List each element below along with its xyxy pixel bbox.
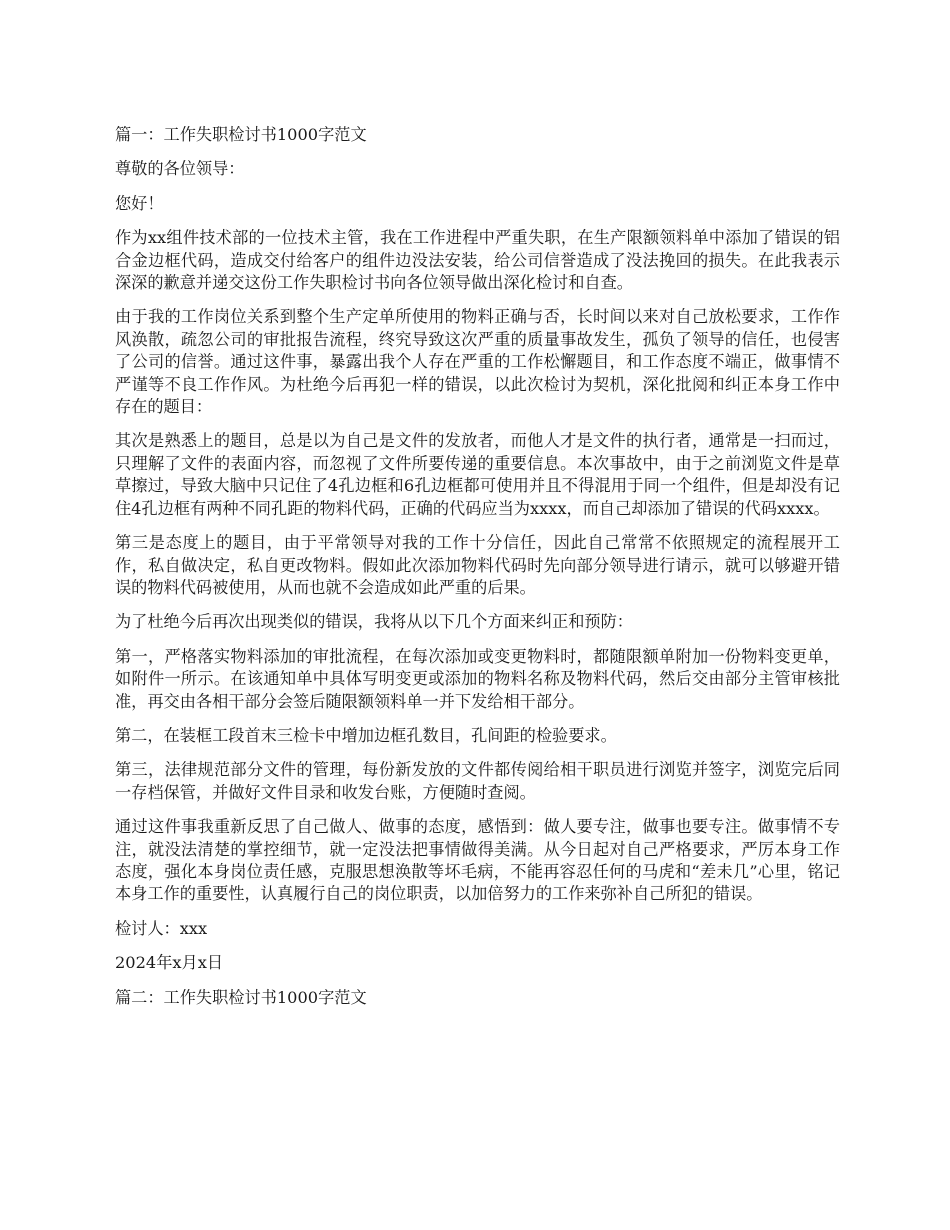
section-title-1: 篇一：工作失职检讨书1000字范文 xyxy=(115,125,367,144)
signature: 检讨人：xxx xyxy=(115,918,208,938)
paragraph-second-issue: 其次是熟悉上的题目，总是以为自己是文件的发放者，而他人才是文件的执行者，通常是一扫而过，只理解了文件的表面内容，而忽视了文件所要传递的重要信息。本次事故中，由于之前浏览文件是草草擦过，导致大脑中只记住了4孔边框和6孔边框都可使用并且不得混用于同一个组件，但是却没有记住4孔边框有两种不同孔距的物料代码，正确的代码应当为xxxx，而自己却添加了错误的代码xxxx。 xyxy=(115,431,840,518)
paragraph-measure-1: 第一，严格落实物料添加的审批流程，在每次添加或变更物料时，都随限额单附加一份物料变更单，如附件一所示。在该通知单中具体写明变更或添加的物料名称及物料代码，然后交由部分主管审核批准，再交由各相干部分会签后随限额领料单一并下发给相干部分。 xyxy=(115,646,840,711)
date: 2024年x月x日 xyxy=(115,953,224,973)
paragraph-prevention-intro: 为了杜绝今后再次出现类似的错误，我将从以下几个方面来纠正和预防： xyxy=(115,612,633,632)
salutation: 尊敬的各位领导： xyxy=(115,159,245,179)
paragraph-third-issue: 第三是态度上的题目，由于平常领导对我的工作十分信任，因此自己常常不依照规定的流程展开工作，私自做决定，私自更改物料。假如此次添加物料代码时先向部分领导进行请示，就可以够避开错误的物料代码被使用，从而也就不会造成如此严重的后果。 xyxy=(115,533,840,597)
paragraph-intro: 作为xx组件技术部的一位技术主管，我在工作进程中严重失职，在生产限额领料单中添加了错误的铝合金边框代码，造成交付给客户的组件边没法安装，给公司信誉造成了没法挽回的损失。在此我表示深深的歉意并递交这份工作失职检讨书向各位领导做出深化检讨和自查。 xyxy=(115,228,840,293)
paragraph-reason: 由于我的工作岗位关系到整个生产定单所使用的物料正确与否，长时间以来对自己放松要求，工作作风涣散，疏忽公司的审批报告流程，终究导致这次严重的质量事故发生，孤负了领导的信任，也侵害了公司的信誉。通过这件事，暴露出我个人存在严重的工作松懈题目，和工作态度不端正，做事情不严谨等不良工作作风。为杜绝今后再犯一样的错误，以此次检讨为契机，深化批阅和纠正本身工作中存在的题目： xyxy=(115,307,840,417)
paragraph-measure-3: 第三，法律规范部分文件的管理，每份新发放的文件都传阅给相干职员进行浏览并签字，浏览完后同一存档保管，并做好文件目录和收发台账，方便随时查阅。 xyxy=(115,760,840,802)
paragraph-reflection: 通过这件事我重新反思了自己做人、做事的态度，感悟到：做人要专注，做事也要专注。做事情不专注，就没法清楚的掌控细节，就一定没法把事情做得美满。从今日起对自己严格要求，严厉本身工作态度，强化本身岗位责任感，克服思想涣散等坏毛病，不能再容忍任何的马虎和“差未几”心里，铭记本身工作的重要性，认真履行自己的岗位职责，以加倍努力的工作来弥补自己所犯的错误。 xyxy=(115,817,840,904)
paragraph-measure-2: 第二，在装框工段首末三检卡中增加边框孔数目，孔间距的检验要求。 xyxy=(115,725,617,745)
section-title-2: 篇二：工作失职检讨书1000字范文 xyxy=(115,987,367,1007)
greeting: 您好！ xyxy=(115,193,164,213)
document-body xyxy=(115,124,840,1021)
